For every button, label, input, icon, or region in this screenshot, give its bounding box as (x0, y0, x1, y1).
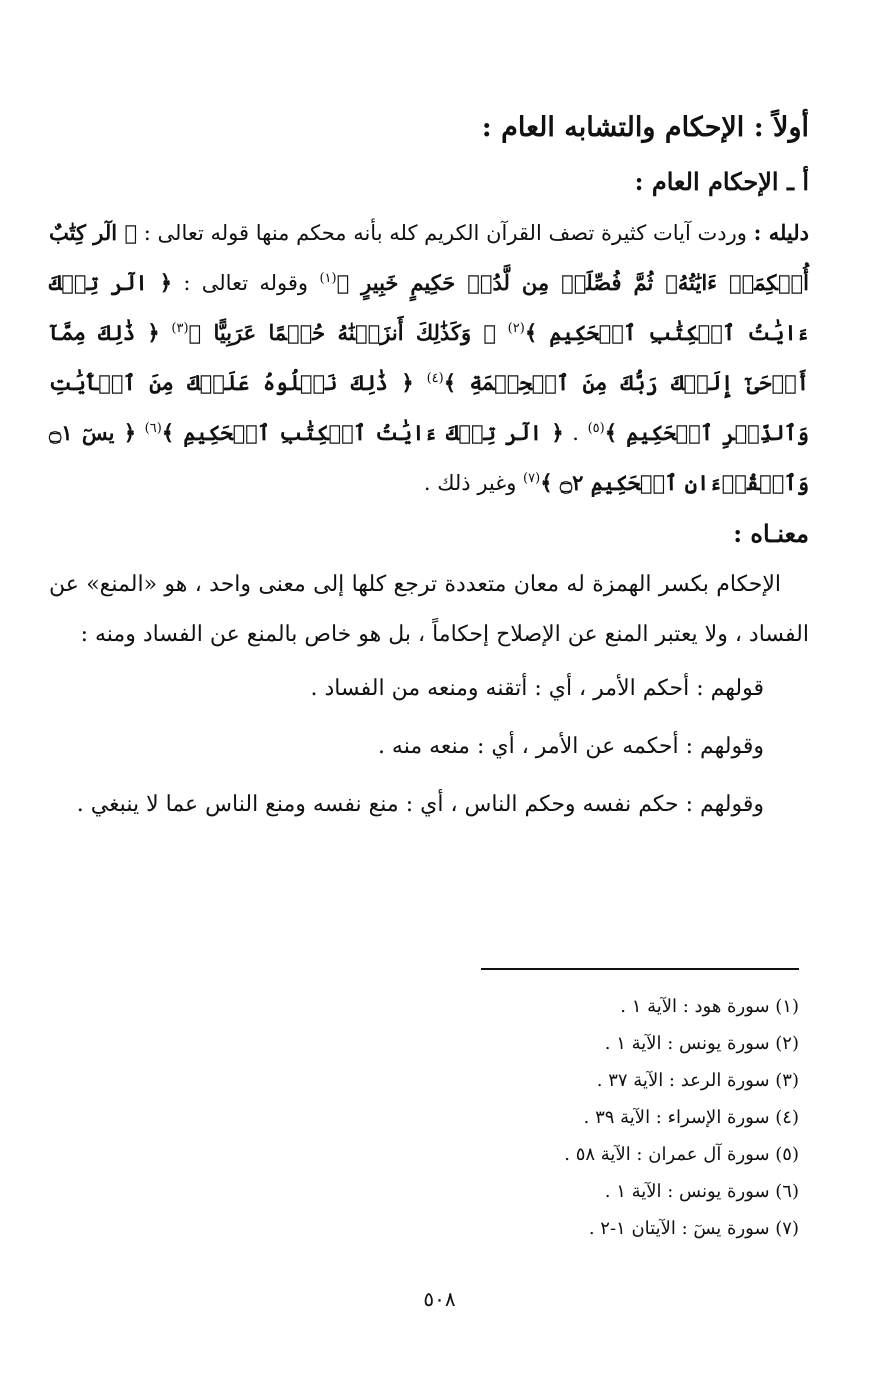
verse-6: ﴿ الٓر تِلۡكَ ءَايَٰتُ ٱلۡكِتَٰبِ ٱلۡحَكِيمِ ﴾ (161, 420, 564, 445)
example-3: وقولهم : حكم نفسه وحكم الناس ، أي : منع نفسه ومنع الناس عما لا ينبغي . (76, 792, 764, 817)
footnote-ref-7: (٧) (523, 471, 541, 486)
evidence-paragraph: دليله : وردت آيات كثيرة تصف القرآن الكريم كله بأنه محكم منها قوله تعالى : ﴿ الٓر كِتَٰبٌ أُحۡكِمَتۡ ءَايَٰتُهُۥ ثُمَّ فُصِّلَتۡ مِن لَّدُنۡ حَكِيمٍ خَبِيرٍ ﴾$^{(١)}$ وقوله تعالى : ﴿ الٓر تِلۡكَ ءَايَٰتُ ٱلۡكِتَٰبِ ٱلۡحَكِيمِ ﴾$^{(٢)}$ ﴿ وَكَذَٰلِكَ أَنزَلۡنَٰهُ حُكۡمًا عَرَبِيًّا ﴾$^{(٣)}$ ﴿ ذَٰلِكَ مِمَّآ أَوۡحَىٰٓ إِلَيۡكَ رَبُّكَ مِنَ ٱلۡحِكۡمَةِ ﴾$^{(٤)}$ ﴿ ذَٰلِكَ نَتۡلُوهُ عَلَيۡكَ مِنَ ٱلۡأٓيَٰتِ وَٱلذِّكۡرِ ٱلۡحَكِيمِ ﴾$^{(٥)}$ . ﴿ الٓر تِلۡكَ ءَايَٰتُ ٱلۡكِتَٰبِ ٱلۡحَكِيمِ ﴾$^{(٦)}$ ﴿ يسٓ ۝١ وَٱلۡقُرۡءَانِ ٱلۡحَكِيمِ ۝٢ ﴾$^{(٧)}$ وغير ذلك . (49, 220, 809, 495)
footnote-3: (٣) سورة الرعد : الآية ٣٧ . (596, 1070, 799, 1091)
meaning-paragraph: الإحكام بكسر الهمزة له معان متعددة ترجع كلها إلى معنى واحد ، هو «المنع» عن الفساد ، ولا يعتبر المنع عن الإصلاح إحكاماً ، بل هو خاص بالمنع عن الفساد ومنه : (49, 572, 809, 647)
footnote-ref-2: (٢) (507, 321, 525, 336)
verse-1: ﴿ الٓر كِتَٰبٌ أُحۡكِمَتۡ ءَايَٰتُهُۥ ثُمَّ فُصِّلَتۡ مِن لَّدُنۡ حَكِيمٍ خَبِيرٍ ﴾ (49, 220, 809, 295)
footnote-ref-6: (٦) (144, 421, 162, 436)
example-2: وقولهم : أحكمه عن الأمر ، أي : منعه منه . (377, 734, 764, 759)
verse-3: ﴿ وَكَذَٰلِكَ أَنزَلۡنَٰهُ حُكۡمًا عَرَبِيًّا ﴾ (188, 320, 496, 345)
footnote-2: (٢) سورة يونس : الآية ١ . (604, 1033, 799, 1054)
footnote-ref-3: (٣) (171, 321, 189, 336)
footnote-ref-1: (١) (319, 271, 337, 286)
subsection-heading: أ ـ الإحكام العام : (634, 167, 809, 196)
verse-4: ﴿ ذَٰلِكَ مِمَّآ أَوۡحَىٰٓ إِلَيۡكَ رَبُّكَ مِنَ ٱلۡحِكۡمَةِ ﴾ (49, 320, 809, 395)
verse-2: ﴿ الٓر تِلۡكَ ءَايَٰتُ ٱلۡكِتَٰبِ ٱلۡحَكِيمِ ﴾ (49, 270, 809, 345)
example-1: قولهم : أحكم الأمر ، أي : أتقنه ومنعه من الفساد . (310, 676, 764, 701)
meaning-heading: معنـاه : (733, 519, 809, 548)
section-heading: أولاً : الإحكام والتشابه العام : (481, 112, 809, 143)
verse-7: ﴿ يسٓ ۝١ وَٱلۡقُرۡءَانِ ٱلۡحَكِيمِ ۝٢ ﴾ (49, 420, 809, 495)
evidence-tail: وغير ذلك . (423, 471, 524, 495)
page-number: ٥٠٨ (423, 1287, 456, 1311)
footnotes-list (379, 988, 799, 1247)
evidence-label: دليله : (753, 220, 809, 245)
footnote-5: (٥) سورة آل عمران : الآية ٥٨ . (564, 1144, 799, 1165)
footnote-6: (٦) سورة يونس : الآية ١ . (604, 1181, 799, 1202)
footnote-divider (481, 968, 799, 970)
footnote-ref-4: (٤) (426, 371, 444, 386)
footnote-7: (٧) سورة يسٓ : الآيتان ١-٢ . (588, 1218, 799, 1239)
footnote-4: (٤) سورة الإسراء : الآية ٣٩ . (583, 1107, 799, 1128)
verse-5: ﴿ ذَٰلِكَ نَتۡلُوهُ عَلَيۡكَ مِنَ ٱلۡأٓيَٰتِ وَٱلذِّكۡرِ ٱلۡحَكِيمِ ﴾ (49, 370, 809, 445)
footnote-1: (١) سورة هود : الآية ١ . (620, 996, 799, 1017)
footnote-ref-5: (٥) (587, 421, 605, 436)
evidence-intro: وردت آيات كثيرة تصف القرآن الكريم كله بأنه محكم منها قوله تعالى : (137, 221, 754, 245)
main-text (49, 100, 809, 834)
evidence-mid: وقوله تعالى : (172, 271, 320, 295)
